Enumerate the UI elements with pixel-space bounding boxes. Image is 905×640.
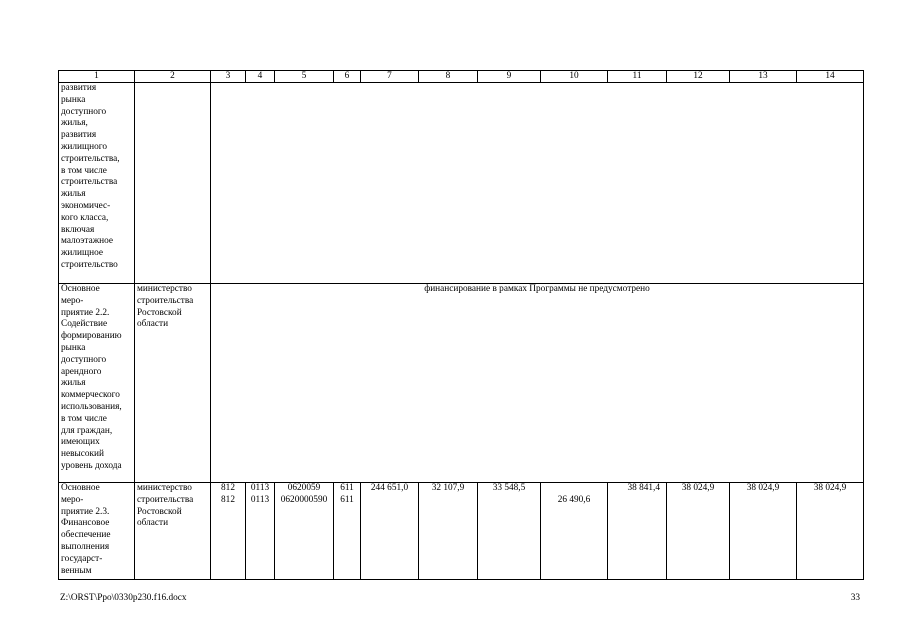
financing-cell xyxy=(211,83,864,284)
column-number: 5 xyxy=(275,71,334,83)
measure-name-cell xyxy=(59,483,135,580)
measure-name-cell xyxy=(59,83,135,284)
executor-cell xyxy=(135,83,211,284)
measure-name-line: уровень дохода xyxy=(61,460,122,471)
measure-name-line: строительства xyxy=(61,177,118,188)
measure-name-line: приятие 2.2. xyxy=(61,307,110,318)
table-row xyxy=(59,483,864,580)
section-code: 0113 xyxy=(250,483,270,493)
executor-line: министерство xyxy=(137,483,192,493)
target-article-code: 0620059 xyxy=(287,483,321,493)
gov-agency-code-cell xyxy=(211,483,246,580)
amount-value: 38 024,9 xyxy=(681,483,715,493)
column-number: 2 xyxy=(135,71,211,83)
measure-name-line: выполнения xyxy=(61,541,110,552)
column-number: 13 xyxy=(730,71,797,83)
expense-type-code: 611 xyxy=(340,483,354,493)
measure-name-line: жилья, xyxy=(61,118,88,129)
measure-name-line: строительства, xyxy=(61,153,120,164)
measure-name-line: жилья xyxy=(61,378,86,389)
column-number: 4 xyxy=(246,71,275,83)
program-table xyxy=(58,70,864,580)
column-number: 3 xyxy=(211,71,246,83)
measure-name-line: венным xyxy=(61,565,92,576)
amount-cell xyxy=(361,483,419,580)
measure-name-line: использования, xyxy=(61,401,122,412)
amount-cell xyxy=(730,483,797,580)
section-code-cell xyxy=(246,483,275,580)
measure-name-line: рынка xyxy=(61,94,86,105)
gov-agency-code: 812 xyxy=(221,483,235,493)
amount-value: 38 024,9 xyxy=(746,483,780,493)
column-number: 7 xyxy=(361,71,419,83)
measure-name-line: развития xyxy=(61,83,97,93)
amount-cell xyxy=(419,483,478,580)
column-number: 8 xyxy=(419,71,478,83)
measure-name-line: экономичес- xyxy=(61,200,111,211)
measure-name-line: приятие 2.3. xyxy=(61,506,110,517)
table-row xyxy=(59,284,864,483)
column-number: 11 xyxy=(608,71,667,83)
column-number: 6 xyxy=(334,71,361,83)
executor-line: Ростовской xyxy=(137,506,182,517)
table-row xyxy=(59,83,864,284)
amount-value: 38 024,9 xyxy=(813,483,847,493)
file-path: Z:\ORST\Ppo\0330p230.f16.docx xyxy=(60,593,187,603)
executor-line: области xyxy=(137,518,169,529)
gov-agency-code: 812 xyxy=(221,494,235,505)
amount-value: 38 841,4 xyxy=(627,483,660,493)
executor-line: Ростовской xyxy=(137,307,182,318)
column-number: 1 xyxy=(59,71,135,83)
page-number: 33 xyxy=(850,593,860,603)
amount-value: 33 548,5 xyxy=(492,483,526,493)
executor-cell xyxy=(135,483,211,580)
financing-note-cell xyxy=(211,284,864,483)
amount-value: 26 490,6 xyxy=(557,494,591,505)
amount-value: 32 107,9 xyxy=(431,483,465,493)
measure-name-line: малоэтажное xyxy=(61,236,114,247)
column-number: 9 xyxy=(478,71,541,83)
measure-name-line: меро- xyxy=(61,494,84,505)
column-number: 14 xyxy=(797,71,864,83)
measure-name-line: в том числе xyxy=(61,413,107,424)
measure-name-line: жилищного xyxy=(61,141,108,152)
measure-name-line: невысокий xyxy=(61,449,104,460)
financing-note: финансирование в рамках Программы не предусмотрено xyxy=(424,284,650,294)
measure-name-line: меро- xyxy=(61,295,84,306)
amount-cell xyxy=(478,483,541,580)
measure-name-line: жилищное xyxy=(61,248,104,259)
executor-line: строительства xyxy=(137,295,194,306)
column-number: 12 xyxy=(667,71,730,83)
measure-name-line: рынка xyxy=(61,342,86,353)
measure-name-line: формированию xyxy=(61,331,122,342)
measure-name-line: Финансовое xyxy=(61,518,110,529)
amount-value: 244 651,0 xyxy=(370,483,409,493)
measure-name-line: доступного xyxy=(61,354,107,365)
target-article-cell xyxy=(275,483,334,580)
measure-name-line: доступного xyxy=(61,106,107,117)
measure-name-line: имеющих xyxy=(61,437,100,448)
executor-line: строительства xyxy=(137,494,194,505)
amount-cell xyxy=(667,483,730,580)
executor-line: области xyxy=(137,319,169,330)
target-article-code: 0620000590 xyxy=(280,494,328,505)
measure-name-line: включая xyxy=(61,224,95,235)
measure-name-line: коммерческого xyxy=(61,390,120,401)
column-number: 10 xyxy=(541,71,608,83)
executor-line: министерство xyxy=(137,284,192,294)
amount-cell xyxy=(797,483,864,580)
expense-type-cell xyxy=(334,483,361,580)
amount-cell xyxy=(541,483,608,580)
expense-type-code: 611 xyxy=(340,494,354,505)
measure-name-line: строительство xyxy=(61,259,118,270)
amount-cell xyxy=(608,483,667,580)
measure-name-cell xyxy=(59,284,135,483)
executor-cell xyxy=(135,284,211,483)
measure-name-line: арендного xyxy=(61,366,102,377)
column-number-row xyxy=(59,71,864,83)
measure-name-line: государст- xyxy=(61,553,103,564)
measure-name-line: Основное xyxy=(61,483,100,493)
measure-name-line: Основное xyxy=(61,284,100,294)
section-code: 0113 xyxy=(250,494,270,505)
measure-name-line: Содействие xyxy=(61,319,108,330)
measure-name-line: для граждан, xyxy=(61,425,113,436)
measure-name-line: в том числе xyxy=(61,165,107,176)
measure-name-line: обеспечение xyxy=(61,530,111,541)
measure-name-line: развития xyxy=(61,130,97,141)
measure-name-line: кого класса, xyxy=(61,212,109,223)
measure-name-line: жилья xyxy=(61,189,86,200)
